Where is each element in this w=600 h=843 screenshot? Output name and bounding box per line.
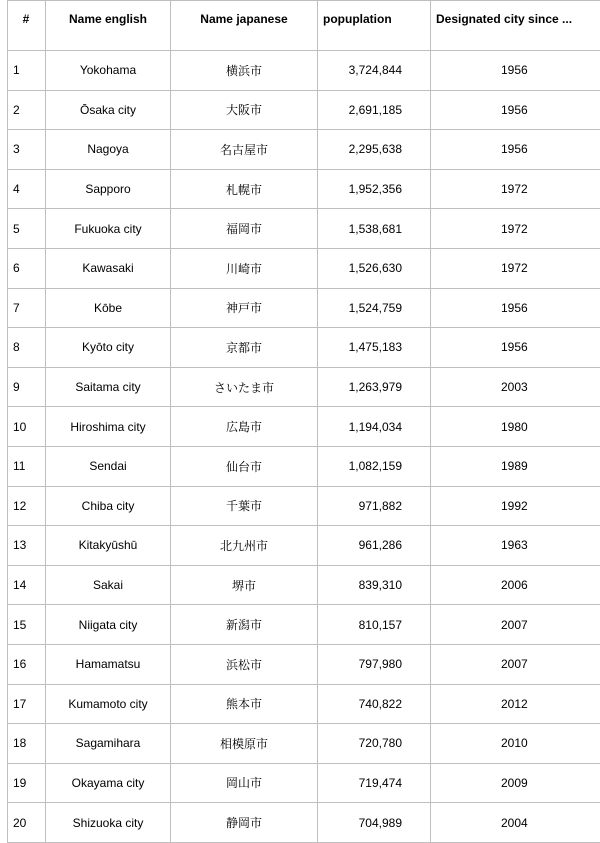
header-name-english: Name english <box>46 1 171 51</box>
designated-since-cell: 1956 <box>431 130 600 170</box>
rank-cell: 18 <box>8 724 46 764</box>
name-english-cell: Yokohama <box>46 51 171 91</box>
designated-since-cell: 2003 <box>431 367 600 407</box>
table-row <box>8 644 600 684</box>
population-cell: 1,082,159 <box>318 446 431 486</box>
rank-cell: 10 <box>8 407 46 447</box>
name-english-cell: Nagoya <box>46 130 171 170</box>
name-japanese-cell: 広島市 <box>171 407 318 447</box>
population-cell: 971,882 <box>318 486 431 526</box>
population-cell: 720,780 <box>318 724 431 764</box>
table-row <box>8 565 600 605</box>
name-japanese-cell: 静岡市 <box>171 803 318 843</box>
designated-since-cell: 1992 <box>431 486 600 526</box>
table-row <box>8 446 600 486</box>
rank-cell: 3 <box>8 130 46 170</box>
table-body <box>8 51 600 843</box>
population-cell: 740,822 <box>318 684 431 724</box>
name-english-cell: Sapporo <box>46 169 171 209</box>
rank-cell: 20 <box>8 803 46 843</box>
rank-cell: 1 <box>8 51 46 91</box>
name-japanese-cell: 川崎市 <box>171 248 318 288</box>
designated-since-cell: 1972 <box>431 248 600 288</box>
designated-since-cell: 1956 <box>431 288 600 328</box>
name-english-cell: Kitakyūshū <box>46 526 171 566</box>
name-english-cell: Hiroshima city <box>46 407 171 447</box>
name-english-cell: Shizuoka city <box>46 803 171 843</box>
table-row <box>8 328 600 368</box>
name-japanese-cell: 大阪市 <box>171 90 318 130</box>
rank-cell: 8 <box>8 328 46 368</box>
name-japanese-cell: 福岡市 <box>171 209 318 249</box>
designated-since-cell: 2010 <box>431 724 600 764</box>
population-cell: 3,724,844 <box>318 51 431 91</box>
name-japanese-cell: 仙台市 <box>171 446 318 486</box>
rank-cell: 16 <box>8 644 46 684</box>
name-english-cell: Niigata city <box>46 605 171 645</box>
name-japanese-cell: 熊本市 <box>171 684 318 724</box>
table-row <box>8 367 600 407</box>
rank-cell: 5 <box>8 209 46 249</box>
name-japanese-cell: 京都市 <box>171 328 318 368</box>
rank-cell: 14 <box>8 565 46 605</box>
population-cell: 1,952,356 <box>318 169 431 209</box>
rank-cell: 11 <box>8 446 46 486</box>
name-english-cell: Ōsaka city <box>46 90 171 130</box>
table-row <box>8 51 600 91</box>
name-japanese-cell: 横浜市 <box>171 51 318 91</box>
designated-since-cell: 2007 <box>431 605 600 645</box>
header-designated-since: Designated city since ... <box>431 1 600 51</box>
designated-since-cell: 2007 <box>431 644 600 684</box>
name-japanese-cell: 北九州市 <box>171 526 318 566</box>
rank-cell: 2 <box>8 90 46 130</box>
designated-since-cell: 2012 <box>431 684 600 724</box>
designated-since-cell: 1980 <box>431 407 600 447</box>
name-japanese-cell: 相模原市 <box>171 724 318 764</box>
table-row <box>8 407 600 447</box>
rank-cell: 4 <box>8 169 46 209</box>
population-cell: 719,474 <box>318 763 431 803</box>
population-cell: 2,691,185 <box>318 90 431 130</box>
designated-since-cell: 2004 <box>431 803 600 843</box>
rank-cell: 17 <box>8 684 46 724</box>
population-cell: 1,263,979 <box>318 367 431 407</box>
name-japanese-cell: 新潟市 <box>171 605 318 645</box>
designated-cities-table <box>7 0 600 843</box>
table-row <box>8 526 600 566</box>
name-english-cell: Hamamatsu <box>46 644 171 684</box>
table-row <box>8 605 600 645</box>
name-japanese-cell: さいたま市 <box>171 367 318 407</box>
name-english-cell: Sagamihara <box>46 724 171 764</box>
population-cell: 2,295,638 <box>318 130 431 170</box>
header-population: popuplation <box>318 1 431 51</box>
population-cell: 1,526,630 <box>318 248 431 288</box>
table-row <box>8 763 600 803</box>
cities-table-container <box>7 0 592 843</box>
rank-cell: 7 <box>8 288 46 328</box>
header-rank: # <box>8 1 46 51</box>
name-english-cell: Sakai <box>46 565 171 605</box>
designated-since-cell: 1963 <box>431 526 600 566</box>
table-row <box>8 209 600 249</box>
designated-since-cell: 1972 <box>431 169 600 209</box>
table-row <box>8 130 600 170</box>
population-cell: 797,980 <box>318 644 431 684</box>
population-cell: 1,475,183 <box>318 328 431 368</box>
table-row <box>8 169 600 209</box>
designated-since-cell: 2006 <box>431 565 600 605</box>
population-cell: 704,989 <box>318 803 431 843</box>
name-japanese-cell: 札幌市 <box>171 169 318 209</box>
population-cell: 810,157 <box>318 605 431 645</box>
name-japanese-cell: 堺市 <box>171 565 318 605</box>
designated-since-cell: 1972 <box>431 209 600 249</box>
name-english-cell: Kōbe <box>46 288 171 328</box>
name-english-cell: Chiba city <box>46 486 171 526</box>
designated-since-cell: 1956 <box>431 328 600 368</box>
table-row <box>8 803 600 843</box>
population-cell: 961,286 <box>318 526 431 566</box>
designated-since-cell: 1956 <box>431 90 600 130</box>
name-japanese-cell: 名古屋市 <box>171 130 318 170</box>
table-row <box>8 486 600 526</box>
name-english-cell: Kumamoto city <box>46 684 171 724</box>
name-japanese-cell: 神戸市 <box>171 288 318 328</box>
rank-cell: 12 <box>8 486 46 526</box>
designated-since-cell: 1956 <box>431 51 600 91</box>
name-english-cell: Sendai <box>46 446 171 486</box>
header-name-japanese: Name japanese <box>171 1 318 51</box>
table-row <box>8 724 600 764</box>
rank-cell: 15 <box>8 605 46 645</box>
table-row <box>8 684 600 724</box>
rank-cell: 13 <box>8 526 46 566</box>
name-japanese-cell: 岡山市 <box>171 763 318 803</box>
rank-cell: 19 <box>8 763 46 803</box>
name-japanese-cell: 千葉市 <box>171 486 318 526</box>
name-english-cell: Kawasaki <box>46 248 171 288</box>
population-cell: 839,310 <box>318 565 431 605</box>
rank-cell: 6 <box>8 248 46 288</box>
name-english-cell: Saitama city <box>46 367 171 407</box>
table-header-row <box>8 1 600 51</box>
designated-since-cell: 2009 <box>431 763 600 803</box>
name-english-cell: Fukuoka city <box>46 209 171 249</box>
population-cell: 1,524,759 <box>318 288 431 328</box>
table-row <box>8 90 600 130</box>
name-english-cell: Kyōto city <box>46 328 171 368</box>
name-japanese-cell: 浜松市 <box>171 644 318 684</box>
population-cell: 1,538,681 <box>318 209 431 249</box>
rank-cell: 9 <box>8 367 46 407</box>
designated-since-cell: 1989 <box>431 446 600 486</box>
table-row <box>8 248 600 288</box>
table-row <box>8 288 600 328</box>
population-cell: 1,194,034 <box>318 407 431 447</box>
name-english-cell: Okayama city <box>46 763 171 803</box>
